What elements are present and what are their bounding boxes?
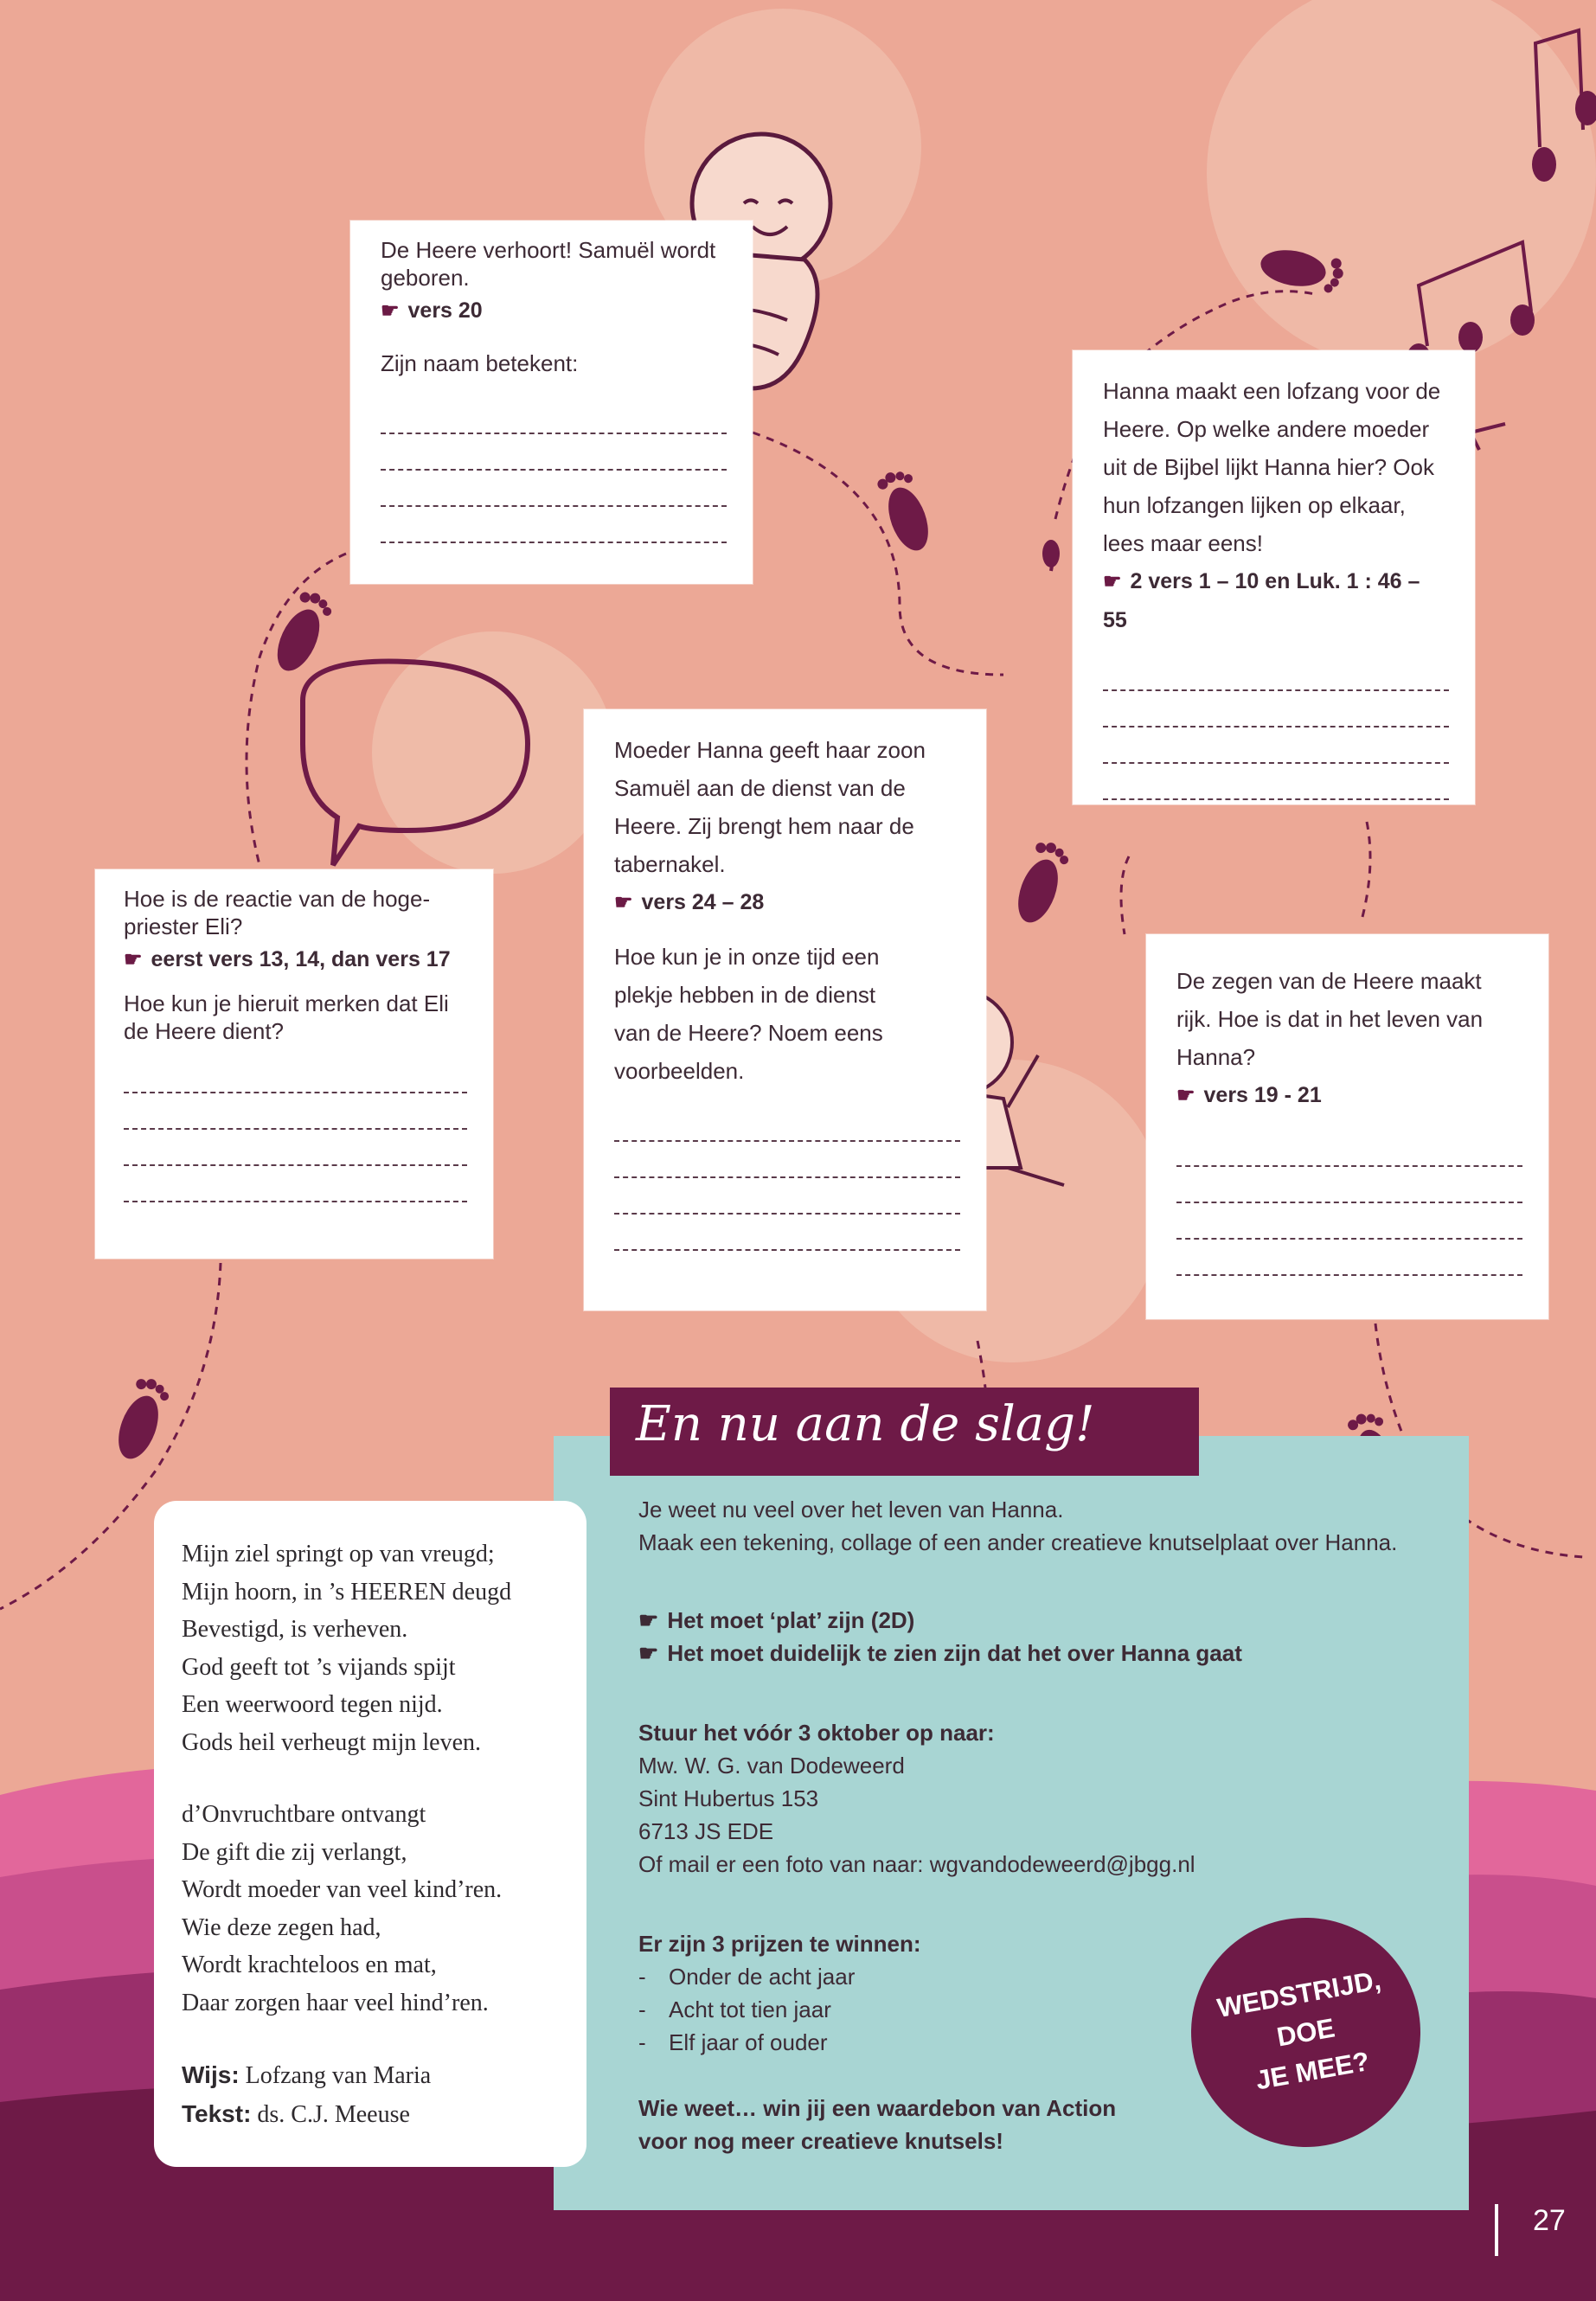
card-ref	[1103, 562, 1449, 639]
poem-line: De gift die zij verlangt,	[182, 1838, 407, 1866]
closing-line-1: Wie weet… win jij een waardebon van Action	[638, 2095, 1117, 2121]
rule-text: Het moet duidelijk te zien zijn dat het over Hanna gaat	[667, 1640, 1242, 1666]
poem-line: God geeft tot ’s vijands spijt	[182, 1653, 456, 1681]
poem-line: Gods heil verheugt mijn leven.	[182, 1728, 482, 1756]
poem-line: Een weerwoord tegen nijd.	[182, 1691, 443, 1718]
card-text: De Heere verhoort! Samuël wordt geboren.	[381, 237, 716, 291]
prize-item: - Onder de acht jaar	[638, 1964, 856, 1990]
poem-line: Wordt krachteloos en mat,	[182, 1952, 437, 1978]
heading-text: En nu aan de slag!	[636, 1396, 1095, 1452]
poem-line: Wordt moeder van veel kind’ren.	[182, 1876, 503, 1903]
email-line: Of mail er een foto van naar: wgvandodeweerd@jbgg.nl	[638, 1851, 1195, 1877]
poem-credit-wijs	[182, 2056, 586, 2095]
credit-value: Lofzang van Maria	[245, 2062, 432, 2089]
address-line-1: Mw. W. G. van Dodeweerd	[638, 1753, 905, 1779]
prize-text: Elf jaar of ouder	[669, 2029, 828, 2055]
badge-line-2: DOE	[1274, 2012, 1337, 2053]
pointing-hand-icon: ☛	[1103, 570, 1122, 593]
closing-line-2: voor nog meer creatieve knutsels!	[638, 2128, 1003, 2154]
poem-card	[154, 1501, 586, 2167]
answer-lines[interactable]	[381, 398, 727, 543]
card-dienst	[584, 709, 986, 1311]
pointing-hand-icon: ☛	[124, 948, 143, 971]
badge-line-3: JE MEE?	[1253, 2046, 1372, 2096]
poem-credit-tekst	[182, 2095, 586, 2134]
answer-lines[interactable]	[614, 1106, 960, 1251]
ref-text: eerst vers 13, 14, dan vers 17	[151, 947, 451, 971]
poem-line: Mijn hoorn, in ’s HEEREN deugd	[182, 1578, 512, 1606]
card-zegen	[1146, 934, 1548, 1319]
prizes-label: Er zijn 3 prijzen te winnen:	[638, 1931, 921, 1957]
poem-line: Bevestigd, is verheven.	[182, 1616, 408, 1643]
answer-lines[interactable]	[124, 1057, 467, 1202]
card-text: Hanna maakt een lofzang voor de Heere. Op welke andere moeder uit de Bijbel lijkt Hanna hier? Ook hun lofzangen lijken op elkaar, lees maar eens!	[1103, 378, 1441, 556]
credit-label: Wijs:	[182, 2061, 240, 2088]
contest-heading	[610, 1388, 1199, 1476]
card-question: Zijn naam betekent:	[381, 350, 579, 376]
card-ref	[1176, 1076, 1522, 1115]
pointing-hand-icon: ☛	[381, 299, 400, 323]
contest-intro-1: Je weet nu veel over het leven van Hanna.	[638, 1497, 1064, 1522]
poem-line: Daar zorgen haar veel hind’ren.	[182, 1989, 489, 2016]
card-text: Moeder Hanna geeft haar zoon Samuël aan de dienst van de Heere. Zij brengt hem naar de tabernakel.	[614, 737, 926, 877]
card-text: Hoe is de reactie van de hoge-priester Eli?	[124, 886, 431, 939]
card-lofzang	[1073, 350, 1475, 804]
contest-rule-1	[638, 1604, 1443, 1637]
pointing-hand-icon: ☛	[614, 891, 633, 914]
card-eli	[95, 869, 493, 1259]
credit-value: ds. C.J. Meeuse	[257, 2100, 410, 2128]
answer-lines[interactable]	[1176, 1131, 1522, 1276]
card-question: Hoe kun je hieruit merken dat Eli de Heere dient?	[124, 990, 449, 1044]
contest-rule-2	[638, 1637, 1443, 1670]
prize-item: - Elf jaar of ouder	[638, 2029, 828, 2055]
poem-line: d’Onvruchtbare ontvangt	[182, 1801, 426, 1828]
ref-text: 2 vers 1 – 10 en Luk. 1 : 46 – 55	[1103, 569, 1420, 632]
page-number: 27	[1533, 2204, 1566, 2237]
poem-line: Wie deze zegen had,	[182, 1913, 381, 1941]
address-line-2: Sint Hubertus 153	[638, 1785, 819, 1811]
rule-text: Het moet ‘plat’ zijn (2D)	[667, 1607, 915, 1633]
card-ref	[381, 292, 727, 330]
ref-text: vers 19 - 21	[1203, 1083, 1322, 1107]
card-ref	[124, 940, 467, 979]
card-samuel-born	[350, 221, 753, 584]
pointing-hand-icon: ☛	[638, 1607, 659, 1633]
poem-line: Mijn ziel springt op van vreugd;	[182, 1541, 495, 1567]
credit-label: Tekst:	[182, 2099, 252, 2127]
pointing-hand-icon: ☛	[1176, 1084, 1195, 1107]
address-line-3: 6713 JS EDE	[638, 1818, 774, 1844]
prize-item: - Acht tot tien jaar	[638, 1997, 831, 2022]
card-text: De zegen van de Heere maakt rijk. Hoe is dat in het leven van Hanna?	[1176, 968, 1484, 1070]
answer-lines[interactable]	[1103, 655, 1449, 800]
pointing-hand-icon: ☛	[638, 1640, 659, 1666]
prize-text: Onder de acht jaar	[669, 1964, 856, 1990]
send-label: Stuur het vóór 3 oktober op naar:	[638, 1720, 995, 1746]
ref-text: vers 24 – 28	[641, 890, 765, 914]
card-ref	[614, 883, 960, 922]
card-question: Hoe kun je in onze tijd een plekje hebben in de dienst van de Heere? Noem eens voorbeelden.	[614, 944, 883, 1084]
ref-text: vers 20	[407, 298, 483, 323]
contest-intro-2: Maak een tekening, collage of een ander creatieve knutselplaat over Hanna.	[638, 1529, 1398, 1555]
prize-text: Acht tot tien jaar	[669, 1997, 831, 2022]
page-number-divider	[1495, 2204, 1498, 2256]
badge-line-1: WEDSTRIJD,	[1215, 1965, 1383, 2024]
